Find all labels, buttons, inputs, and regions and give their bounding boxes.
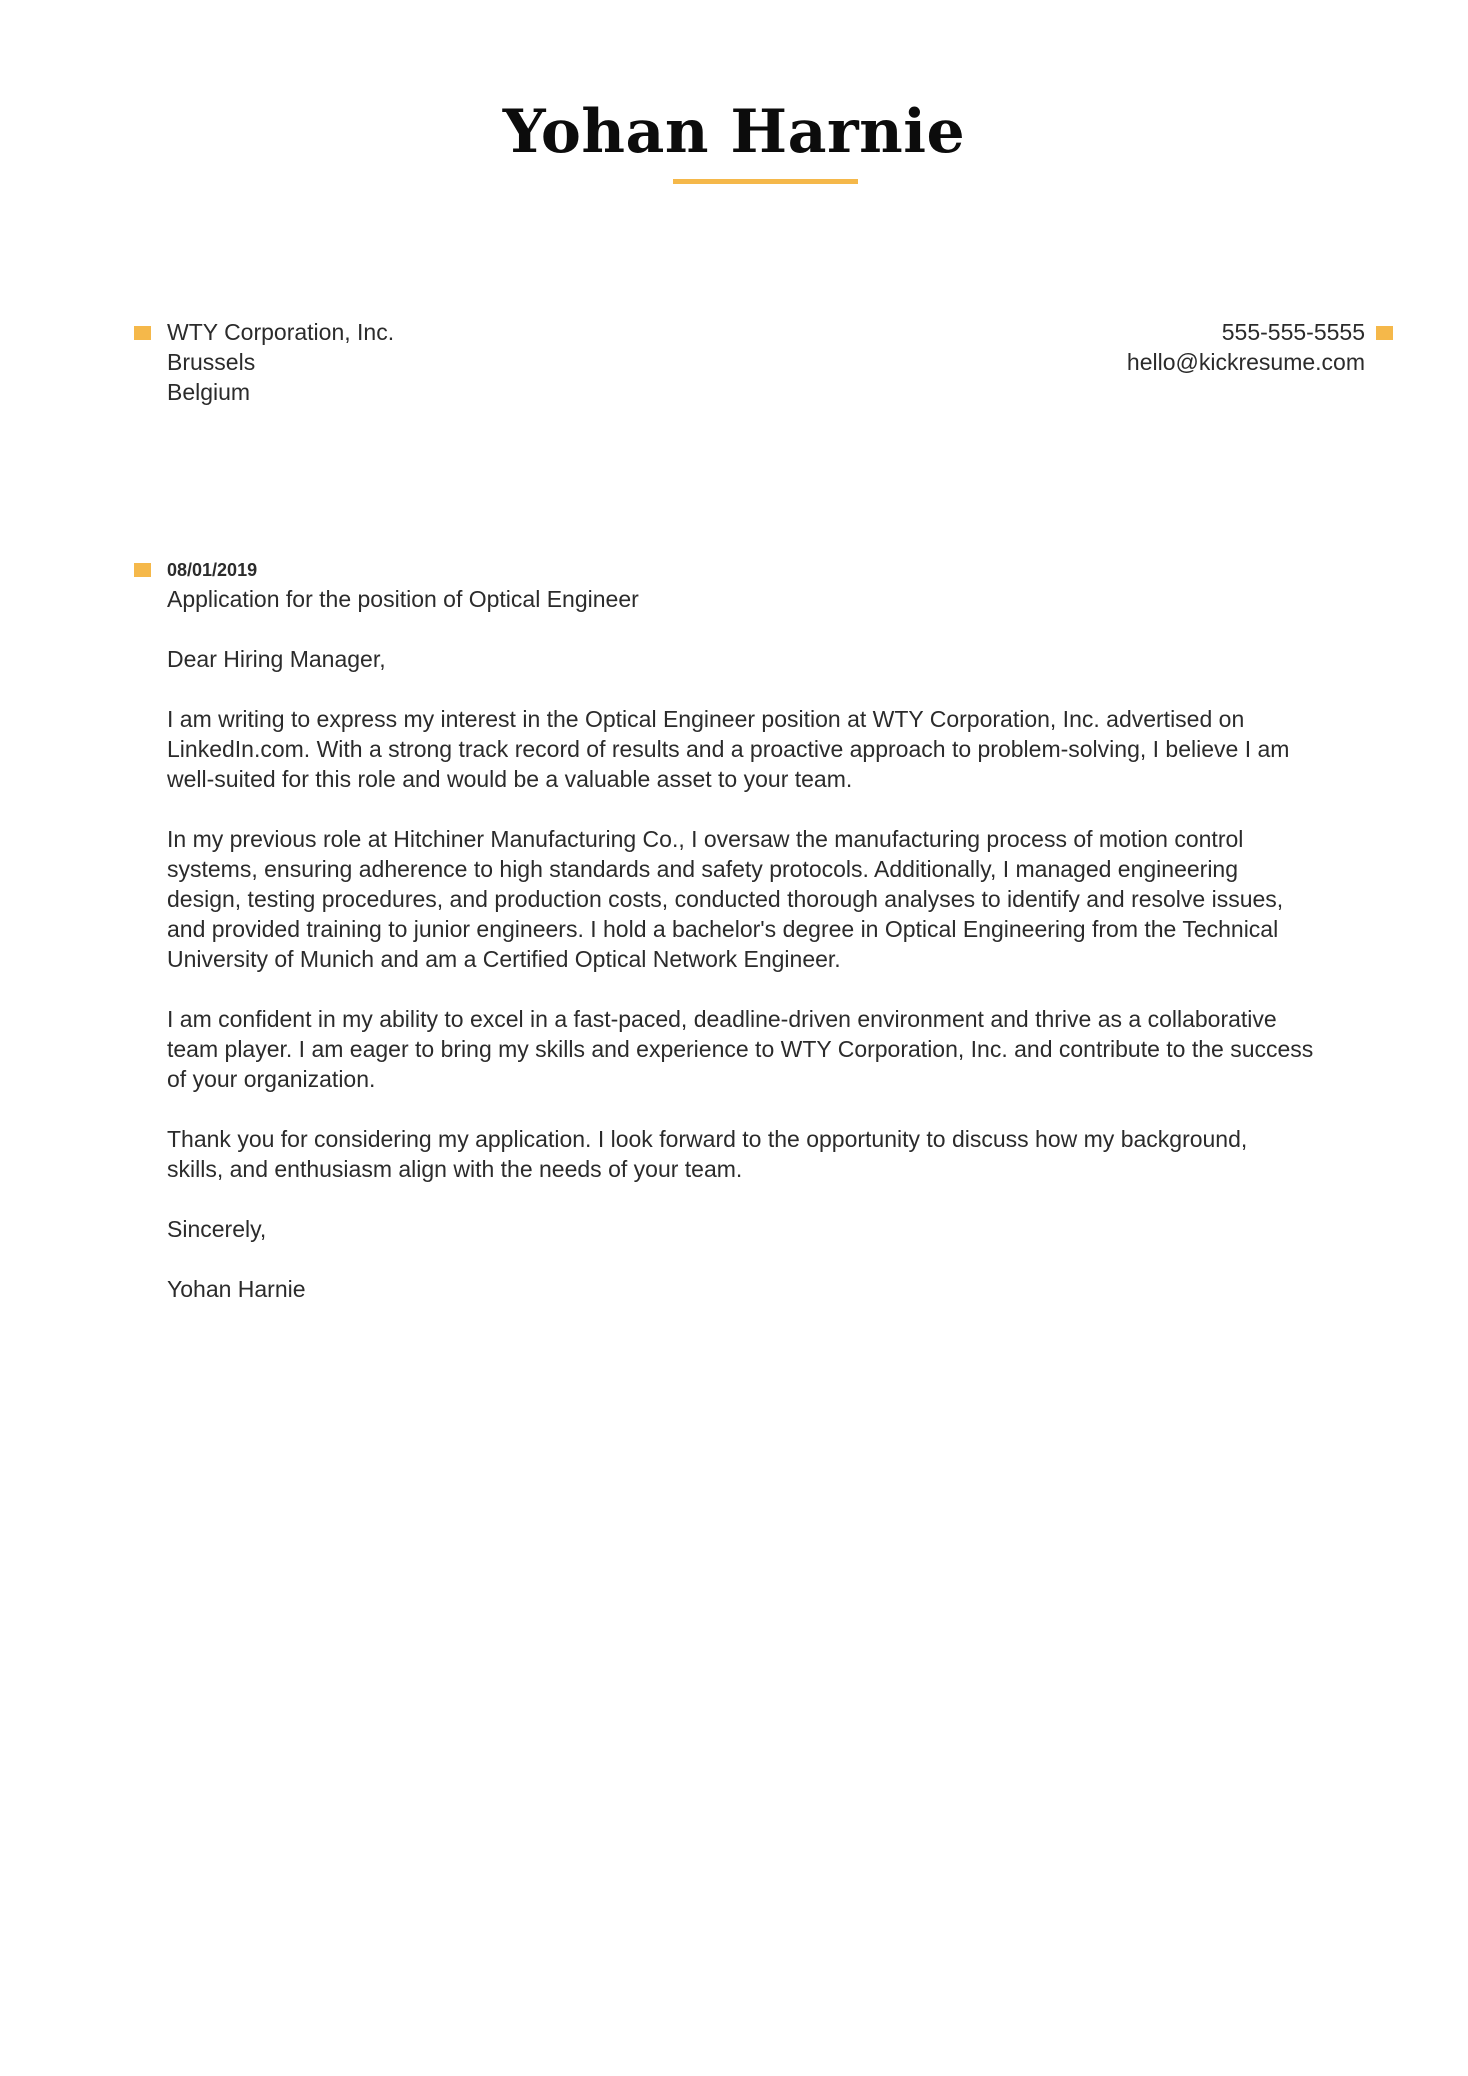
letter-paragraph <box>167 704 1367 794</box>
sender-phone: 555-555-5555 <box>1221 319 1365 345</box>
recipient-city: Brussels <box>167 349 256 375</box>
letter-paragraph <box>167 1124 1367 1184</box>
letter-salutation: Dear Hiring Manager, <box>167 646 386 672</box>
paragraph-line: LinkedIn.com. With a strong track record of results and a proactive approach to problem-solving, I believe I am <box>167 736 1290 762</box>
name-underline <box>673 179 858 184</box>
paragraph-line: design, testing procedures, and production costs, conducted thorough analyses to identify and resolve issues, <box>167 886 1284 912</box>
letter-signature: Yohan Harnie <box>167 1276 306 1302</box>
letter-date: 08/01/2019 <box>167 560 258 580</box>
letter-body <box>167 556 1367 1304</box>
date-marker-icon <box>134 563 151 577</box>
letter-closing: Sincerely, <box>167 1216 267 1242</box>
recipient-company: WTY Corporation, Inc. <box>167 319 395 345</box>
sender-contact <box>1127 317 1365 377</box>
recipient-marker-icon <box>134 326 151 340</box>
paragraph-line: and provided training to junior engineers. I hold a bachelor's degree in Optical Engineering from the Technical <box>167 916 1279 942</box>
paragraph-line: Thank you for considering my application. I look forward to the opportunity to discuss how my background, <box>167 1126 1248 1152</box>
letter-paragraph <box>167 824 1367 974</box>
paragraph-line: skills, and enthusiasm align with the needs of your team. <box>167 1156 743 1182</box>
paragraph-line: well-suited for this role and would be a valuable asset to your team. <box>167 766 853 792</box>
contact-marker-icon <box>1376 326 1393 340</box>
paragraph-line: University of Munich and am a Certified Optical Network Engineer. <box>167 946 841 972</box>
recipient-country: Belgium <box>167 379 251 405</box>
letter-subject: Application for the position of Optical Engineer <box>167 586 639 612</box>
paragraph-line: I am confident in my ability to excel in a fast-paced, deadline-driven environment and thrive as a collaborative <box>167 1006 1277 1032</box>
paragraph-line: systems, ensuring adherence to high standards and safety protocols. Additionally, I managed engineering <box>167 856 1239 882</box>
paragraph-line: In my previous role at Hitchiner Manufacturing Co., I oversaw the manufacturing process of motion control <box>167 826 1244 852</box>
paragraph-line: I am writing to express my interest in the Optical Engineer position at WTY Corporation, Inc. advertised on <box>167 706 1245 732</box>
paragraph-line: team player. I am eager to bring my skills and experience to WTY Corporation, Inc. and contribute to the success <box>167 1036 1314 1062</box>
applicant-name: Yohan Harnie <box>502 97 966 167</box>
sender-email: hello@kickresume.com <box>1126 349 1365 375</box>
paragraph-line: of your organization. <box>167 1066 376 1092</box>
letter-paragraph <box>167 1004 1367 1094</box>
recipient-address <box>167 317 394 407</box>
